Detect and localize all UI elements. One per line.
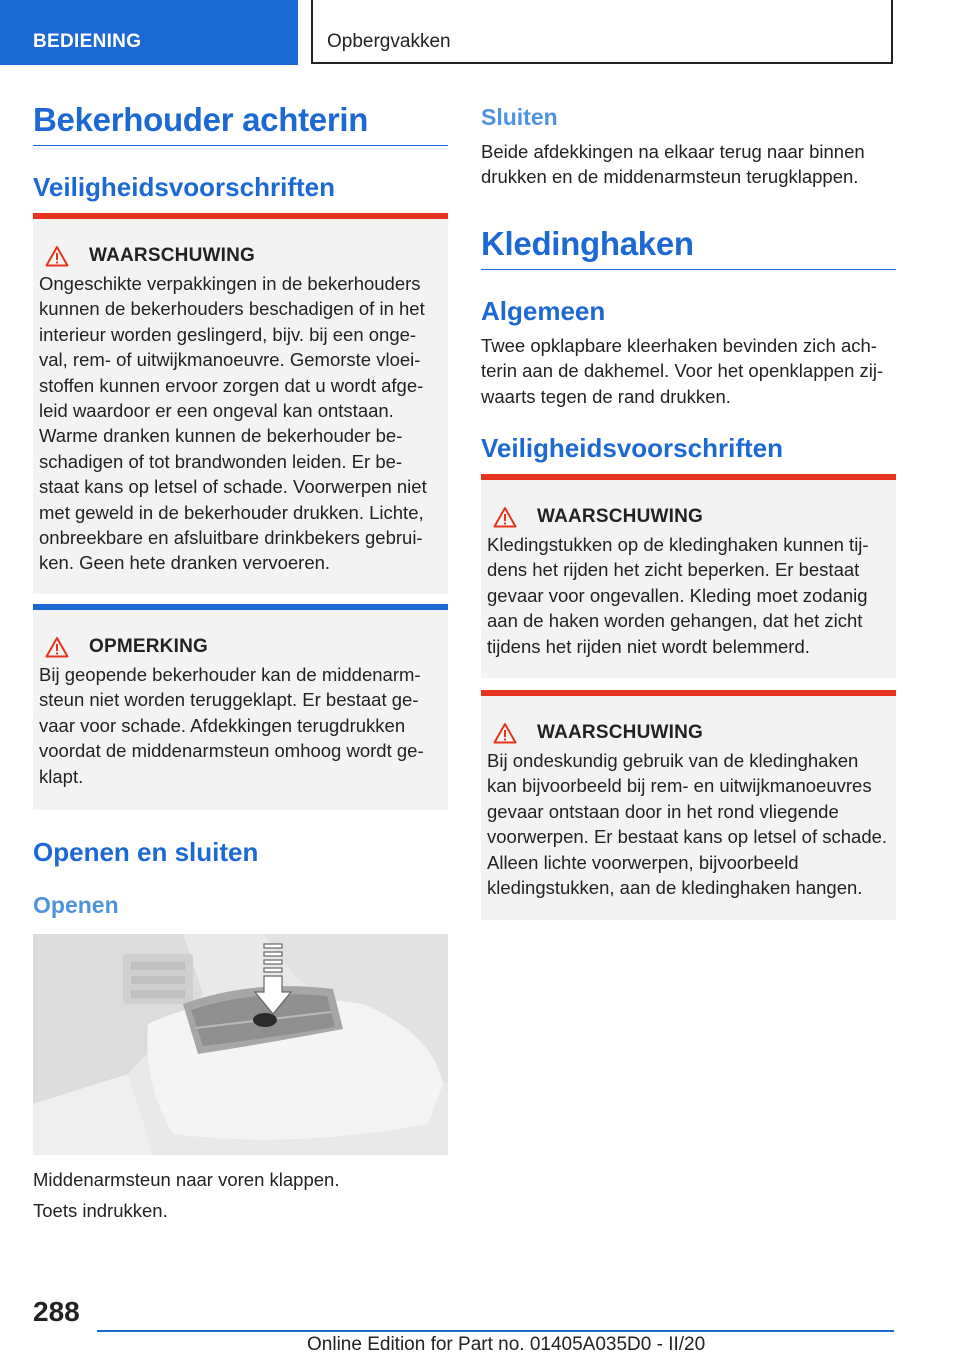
general-heading: Algemeen: [481, 296, 606, 326]
note-label: OPMERKING: [89, 636, 208, 657]
page-number: 288: [33, 1296, 80, 1327]
warning-triangle-icon: [45, 245, 69, 267]
armrest-illustration: [33, 934, 448, 1155]
step-press-button: Toets indrukken.: [33, 1200, 168, 1221]
warning-triangle-icon: [45, 636, 69, 658]
warning-label: WAARSCHUWING: [89, 245, 255, 266]
note-text: Bij geopende bekerhouder kan de middenarm-steun niet worden teruggeklapt. Er bestaat ge-vaar voor schade. Afdekkingen terugdrukken voordat de middenarmsteun omhoog wordt ge-klapt.: [39, 664, 424, 787]
page-title-cup-holder: Bekerhouder achterin: [33, 101, 448, 146]
warning-box-coat-hooks-1: [481, 474, 896, 678]
warning-label: WAARSCHUWING: [537, 506, 703, 527]
safety-heading-right: Veiligheidsvoorschriften: [481, 433, 783, 463]
header-chapter-label: Opbergvakken: [327, 31, 451, 52]
armrest-photo: [33, 934, 448, 1155]
page-title-coat-hooks: Kledinghaken: [481, 225, 896, 270]
warning-label: WAARSCHUWING: [537, 722, 703, 743]
warning-text: Bij ondeskundig gebruik van de kledinghaken kan bijvoorbeeld bij rem- en uitwijkmanoeuvres gevaar ontstaan door in het rond vliegende voorwerpen. Er bestaat kans op letsel of schade. Alleen lichte voorwerpen, bijvoorbeeld kledingstukken, aan de kledinghaken hangen.: [487, 750, 888, 899]
footer-divider: [97, 1330, 894, 1332]
open-close-heading: Openen en sluiten: [33, 837, 259, 867]
warning-title: [39, 243, 440, 269]
warning-box-coat-hooks-2: [481, 690, 896, 920]
warning-title: [487, 504, 888, 530]
warning-triangle-icon: [493, 722, 517, 744]
note-box-cup-holder: [33, 604, 448, 810]
general-text: Twee opklapbare kleerhaken bevinden zich ach-terin aan de dakhemel. Voor het openklappen zij-waarts tegen de rand drukken.: [481, 335, 884, 407]
warning-text: Ongeschikte verpakkingen in de bekerhouders kunnen de bekerhouders beschadigen of in het interieur worden geslingerd, bijv. bij een onge-val, rem- of uitwijkmanoeuvre. Gemorste vloei-stoffen kunnen ervoor zorgen dat u wordt afge-leid waardoor er een ongeval kan ontstaan. Warme dranken kunnen de bekerhouder be-schadigen of tot brandwonden leiden. Er be-staat kans op letsel of schade. Voorwerpen niet met geweld in de bekerhouder drukken. Lichte, onbreekbare en afsluitbare drinkbekers gebrui-ken. Geen hete dranken vervoeren.: [39, 273, 427, 574]
header-chapter-tab: [311, 0, 893, 64]
open-heading: Openen: [33, 892, 119, 918]
footer-edition: Online Edition for Part no. 01405A035D0 - II/20: [307, 1334, 706, 1355]
note-title: [39, 634, 440, 660]
safety-heading-left: Veiligheidsvoorschriften: [33, 172, 335, 202]
warning-box-cup-holder: [33, 213, 448, 594]
close-text: Beide afdekkingen na elkaar terug naar binnen drukken en de middenarmsteun terugklappen.: [481, 141, 865, 188]
close-heading: Sluiten: [481, 104, 558, 130]
warning-text: Kledingstukken op de kledinghaken kunnen tij-dens het rijden het zicht beperken. Er bestaat gevaar voor ongevallen. Kleding moet zodanig aan de haken worden gehangen, dat het zicht tijdens het rijden niet wordt belemmerd.: [487, 534, 869, 657]
warning-title: [487, 720, 888, 746]
header-section-label: BEDIENING: [33, 31, 142, 52]
header-section-tab: [0, 0, 298, 65]
step-fold-armrest: Middenarmsteun naar voren klappen.: [33, 1169, 340, 1190]
warning-triangle-icon: [493, 506, 517, 528]
